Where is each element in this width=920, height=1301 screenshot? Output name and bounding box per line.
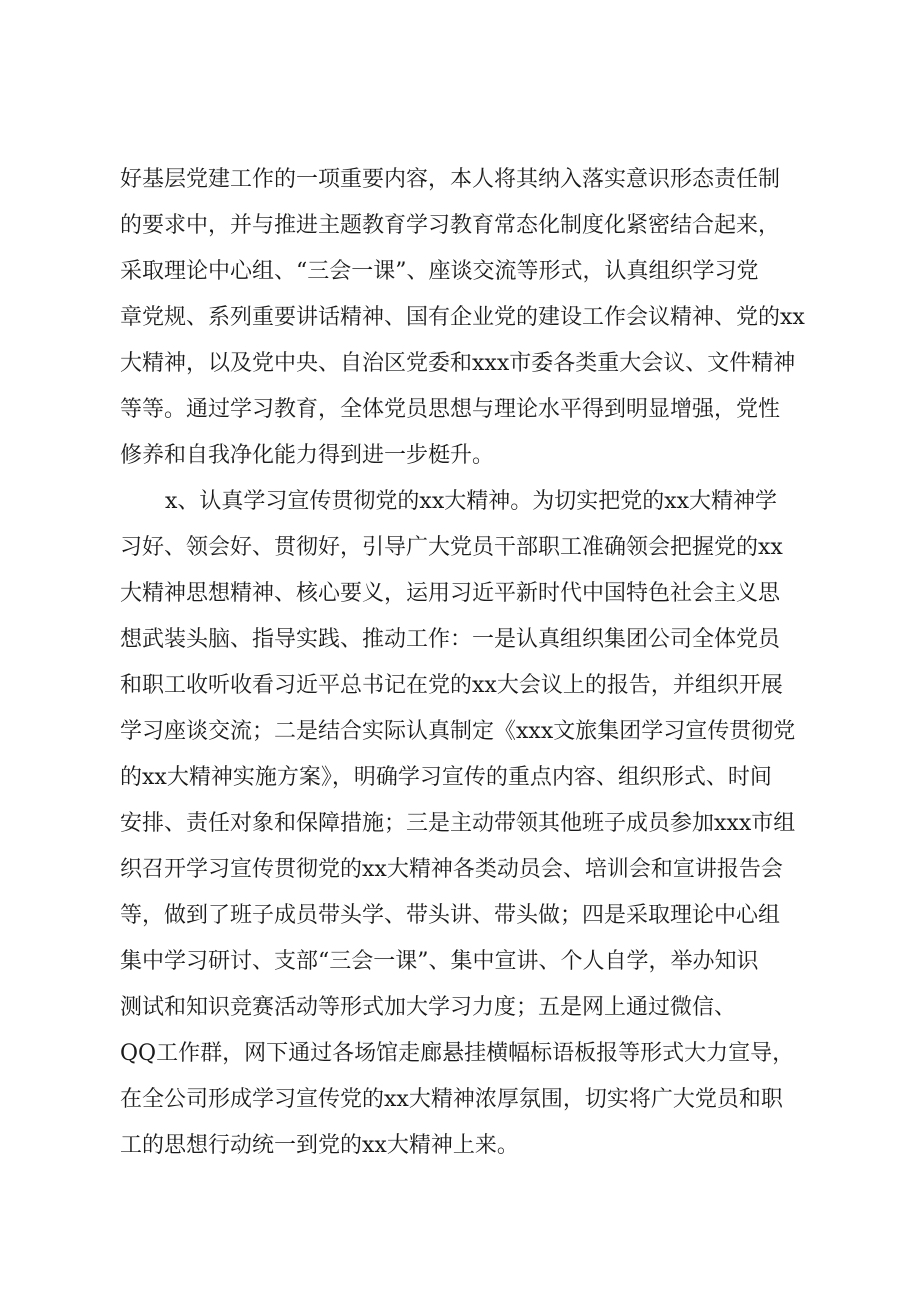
paragraph-2-line-1: x、认真学习宣传贯彻党的xx大精神。为切实把党的xx大精神学 — [165, 489, 778, 514]
paragraph-1-line-1: 好基层党建工作的一项重要内容，本人将其纳入落实意识形态责任制 — [120, 167, 781, 192]
paragraph-2-line-5: 和职工收听收看习近平总书记在党的xx大会议上的报告，并组织开展 — [120, 673, 783, 698]
paragraph-2-line-2: 习好、领会好、贯彻好，引导广大党员干部职工准确领会把握党的xx — [120, 535, 783, 560]
paragraph-2-line-15: 工的思想行动统一到党的xx大精神上来。 — [120, 1133, 519, 1158]
paragraph-1-line-2: 的要求中，并与推进主题教育学习教育常态化制度化紧密结合起来， — [120, 213, 781, 238]
paragraph-1-line-7: 修养和自我净化能力得到进一步梃升。 — [120, 443, 495, 468]
paragraph-2-line-10: 等，做到了班子成员带头学、带头讲、带头做；四是采取理论中心组 — [120, 903, 781, 928]
paragraph-2-line-11: 集中学习研讨、支部“三会一课”、集中宣讲、个人自学，举办知识 — [120, 949, 759, 974]
paragraph-2-line-14: 在全公司形成学习宣传党的xx大精神浓厚氛围，切实将广大党员和职 — [120, 1087, 783, 1112]
paragraph-2-line-13: QQ工作群，网下通过各场馆走廊悬挂横幅标语板报等形式大力宣导， — [120, 1041, 795, 1066]
paragraph-2-line-6: 学习座谈交流；二是结合实际认真制定《xxx文旅集团学习宣传贯彻党 — [120, 719, 796, 744]
paragraph-2-line-12: 测试和知识竞赛活动等形式加大学习力度；五是网上通过微信、 — [120, 995, 737, 1020]
paragraph-1-line-4: 章党规、系列重要讲话精神、国有企业党的建设工作会议精神、党的xx — [120, 305, 805, 330]
paragraph-1-line-5: 大精神，以及党中央、自治区党委和xxx市委各类重大会议、文件精神 — [120, 351, 796, 376]
paragraph-2-line-7: 的xx大精神实施方案》，明确学习宣传的重点内容、组织形式、时间 — [120, 765, 772, 790]
paragraph-2-line-8: 安排、责任对象和保障措施；三是主动带领其他班子成员参加xxx市组 — [120, 811, 796, 836]
paragraph-2-line-4: 想武装头脑、指导实践、推动工作：一是认真组织集团公司全体党员 — [120, 627, 781, 652]
paragraph-1-line-6: 等等。通过学习教育，全体党员思想与理论水平得到明显增强，党性 — [120, 397, 781, 422]
paragraph-2-line-3: 大精神思想精神、核心要义，运用习近平新时代中国特色社会主义思 — [120, 581, 781, 606]
paragraph-1-line-3: 采取理论中心组、“三会一课”、座谈交流等形式，认真组织学习党 — [120, 259, 759, 284]
paragraph-2-line-9: 织召开学习宣传贯彻党的xx大精神各类动员会、培训会和宣讲报告会 — [120, 857, 783, 882]
